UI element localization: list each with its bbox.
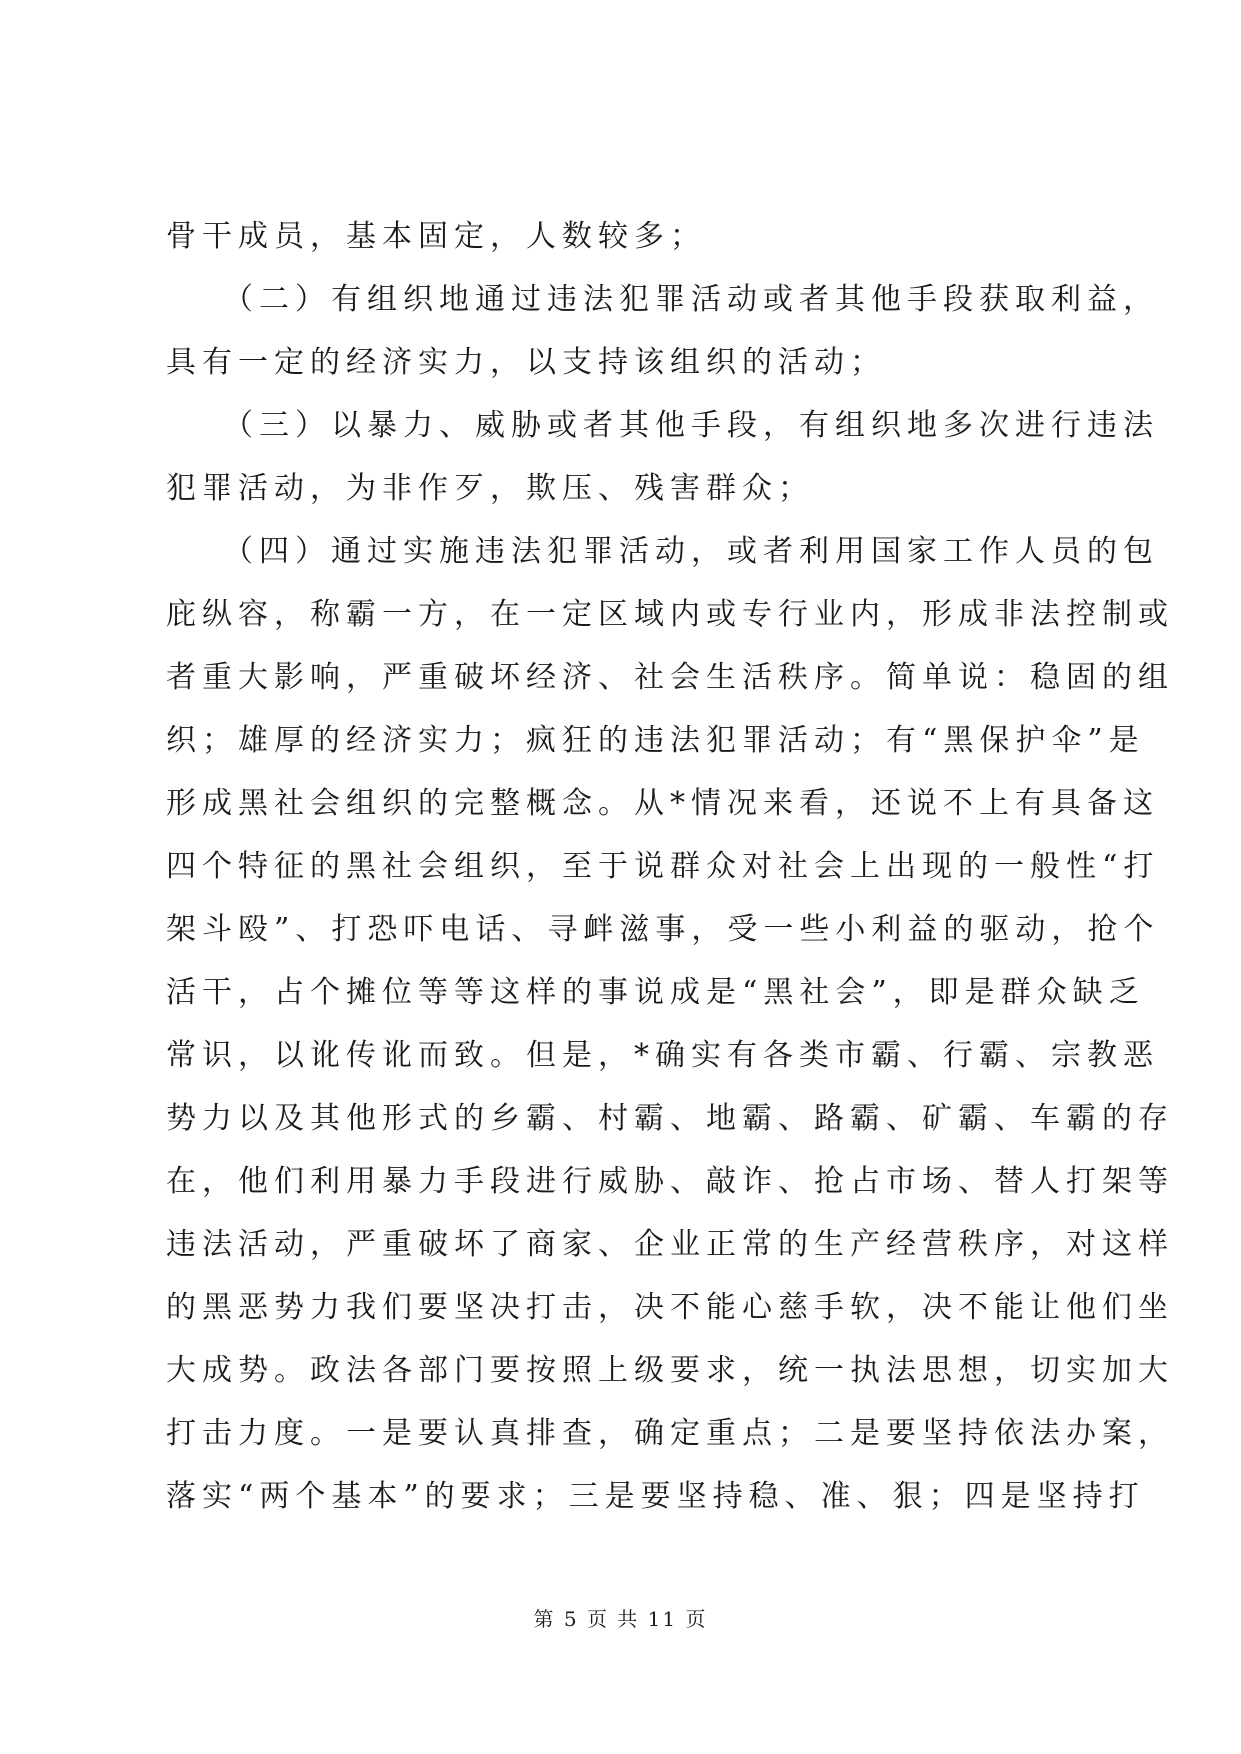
text-line: 落实“两个基本”的要求；三是要坚持稳、准、狠；四是坚持打 bbox=[166, 1479, 1145, 1514]
text-line: （四）通过实施违法犯罪活动，或者利用国家工作人员的包 bbox=[166, 534, 1159, 569]
text-line: 者重大影响，严重破坏经济、社会生活秩序。简单说：稳固的组 bbox=[166, 660, 1174, 695]
text-line: 活干，占个摊位等等这样的事说成是“黑社会”，即是群众缺乏 bbox=[166, 975, 1145, 1010]
text-line: 打击力度。一是要认真排查，确定重点；二是要坚持依法办案， bbox=[166, 1416, 1174, 1451]
text-line: 违法活动，严重破坏了商家、企业正常的生产经营秩序，对这样 bbox=[166, 1227, 1174, 1262]
text-line: 犯罪活动，为非作歹，欺压、残害群众； bbox=[166, 471, 814, 506]
text-line: 骨干成员，基本固定，人数较多； bbox=[166, 219, 706, 254]
body-text bbox=[166, 205, 1174, 1528]
text-line: 织；雄厚的经济实力；疯狂的违法犯罪活动；有“黑保护伞”是 bbox=[166, 723, 1145, 758]
text-line: 大成势。政法各部门要按照上级要求，统一执法思想，切实加大 bbox=[166, 1353, 1174, 1388]
text-line: （二）有组织地通过违法犯罪活动或者其他手段获取利益， bbox=[166, 282, 1159, 317]
text-line: 常识，以讹传讹而致。但是，*确实有各类市霸、行霸、宗教恶 bbox=[166, 1038, 1159, 1073]
text-line: （三）以暴力、威胁或者其他手段，有组织地多次进行违法 bbox=[166, 408, 1159, 443]
text-line: 形成黑社会组织的完整概念。从*情况来看，还说不上有具备这 bbox=[166, 786, 1159, 821]
text-line: 四个特征的黑社会组织，至于说群众对社会上出现的一般性“打 bbox=[166, 849, 1160, 884]
text-line: 在，他们利用暴力手段进行威胁、敲诈、抢占市场、替人打架等 bbox=[166, 1164, 1174, 1199]
text-line: 势力以及其他形式的乡霸、村霸、地霸、路霸、矿霸、车霸的存 bbox=[166, 1101, 1174, 1136]
text-line: 具有一定的经济实力，以支持该组织的活动； bbox=[166, 345, 886, 380]
page-number-footer: 第 5 页 共 11 页 bbox=[533, 1607, 708, 1631]
text-line: 的黑恶势力我们要坚决打击，决不能心慈手软，决不能让他们坐 bbox=[166, 1290, 1174, 1325]
text-line: 庇纵容，称霸一方，在一定区域内或专行业内，形成非法控制或 bbox=[166, 597, 1174, 632]
text-line: 架斗殴”、打恐吓电话、寻衅滋事，受一些小利益的驱动，抢个 bbox=[166, 912, 1160, 947]
